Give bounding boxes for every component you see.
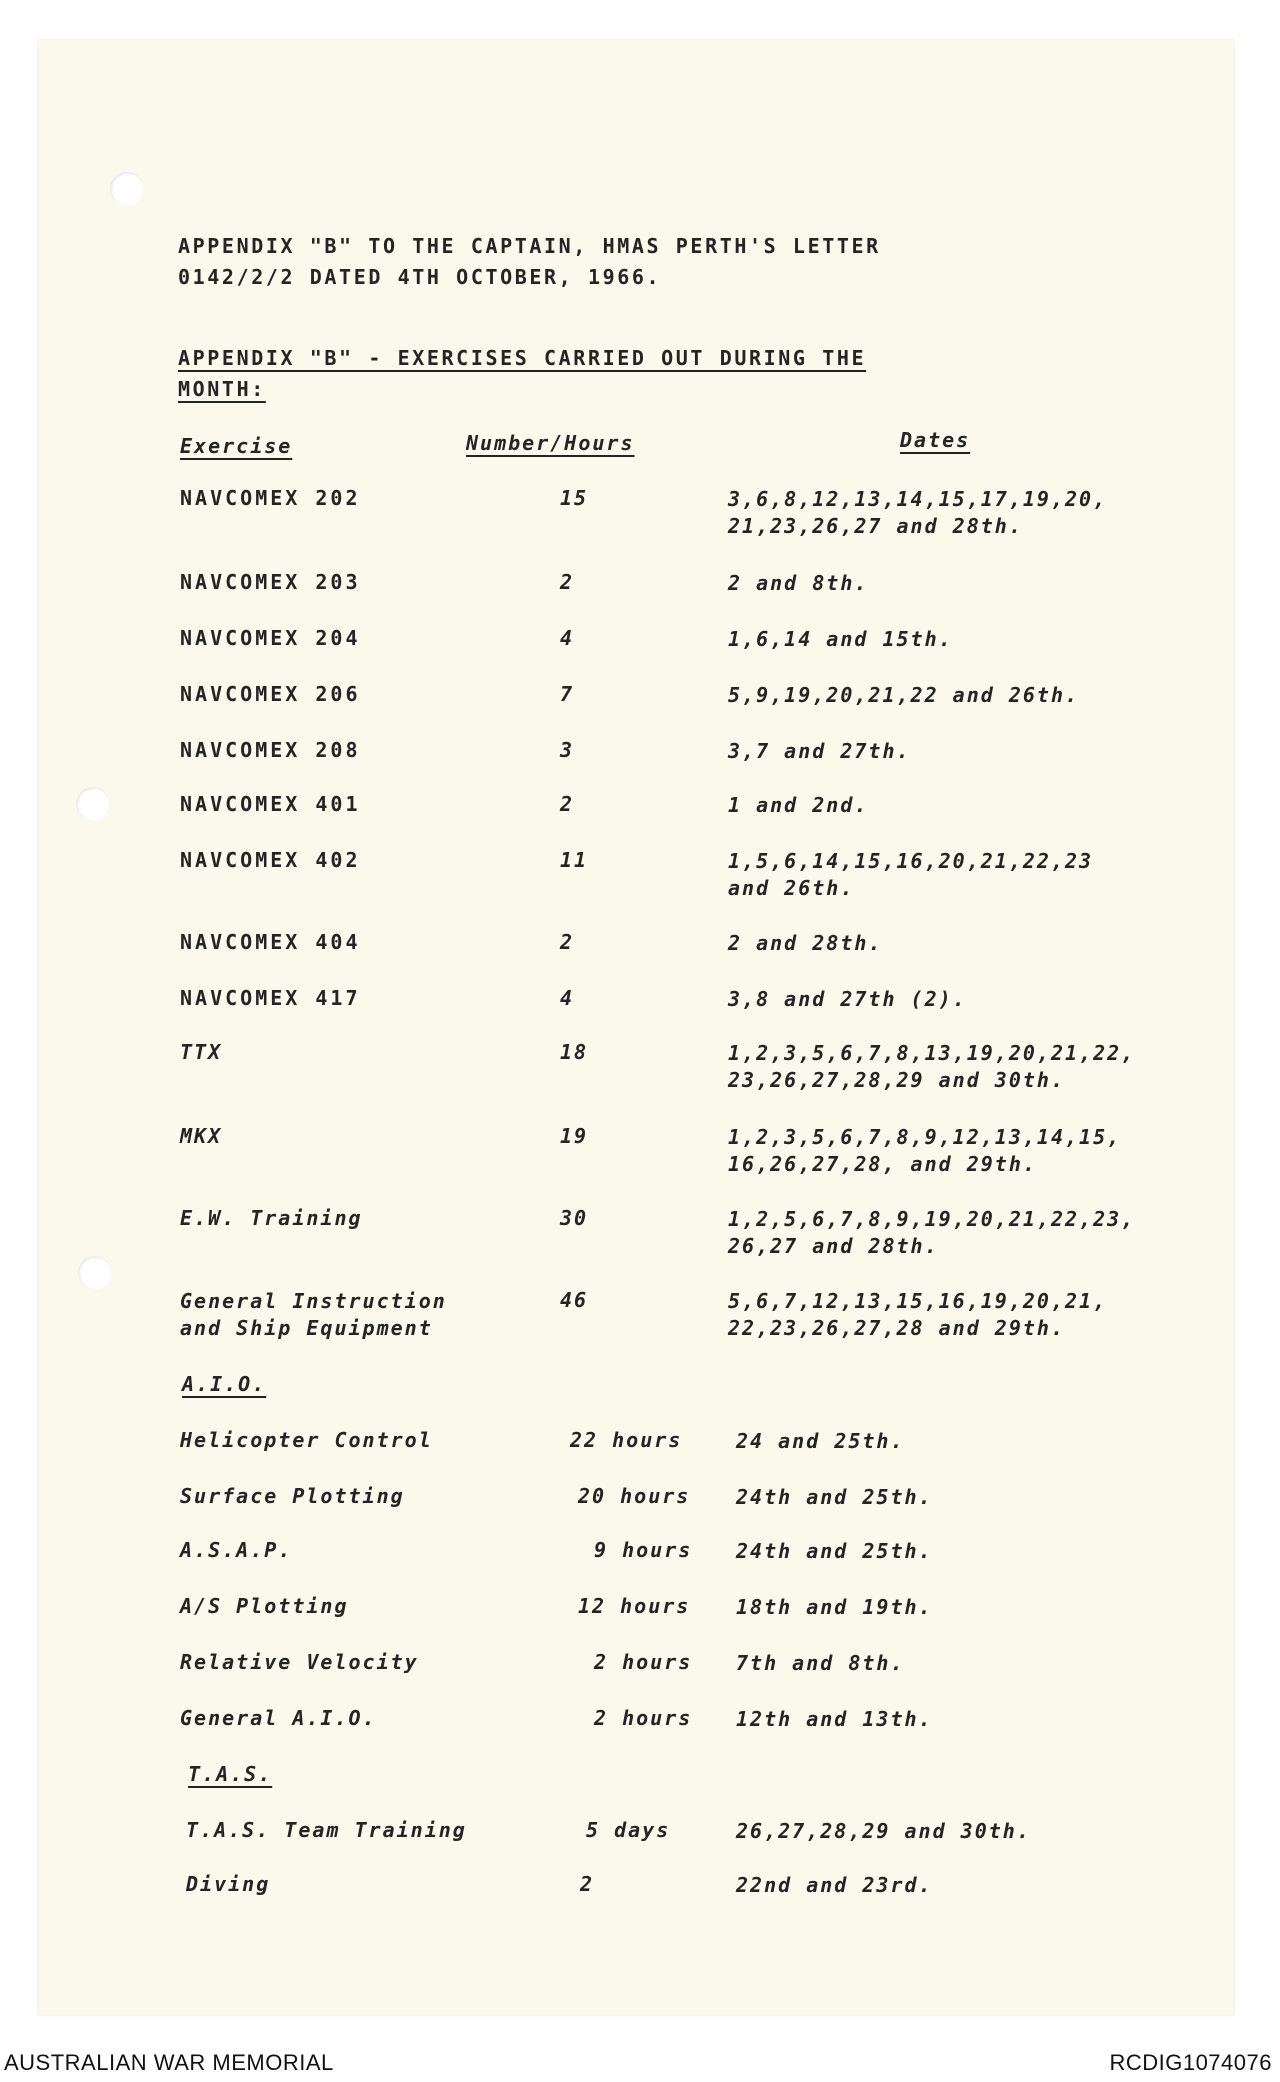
exercise-hours: 2 [560, 570, 575, 594]
exercise-name: NAVCOMEX 206 [180, 682, 361, 706]
exercise-dates: 1,2,3,5,6,7,8,9,12,13,14,15, 16,26,27,28, and 29th. [728, 1125, 1122, 1176]
exercise-hours: 15 [560, 486, 589, 510]
column-heading-exercise: Exercise [180, 434, 293, 458]
exercise-name: NAVCOMEX 208 [180, 738, 361, 762]
exercise-row [0, 986, 1280, 1046]
exercise-name: NAVCOMEX 402 [180, 848, 361, 872]
aio-row [0, 1484, 1280, 1544]
aio-dates: 18th and 19th. [736, 1595, 933, 1619]
section-heading-tas: T.A.S. [188, 1762, 273, 1786]
exercise-row [0, 570, 1280, 630]
tas-hours: 2 [580, 1872, 595, 1896]
aio-dates: 7th and 8th. [736, 1651, 905, 1675]
exercise-dates: 3,7 and 27th. [728, 739, 911, 763]
footer-archive-name: AUSTRALIAN WAR MEMORIAL [4, 2050, 334, 2075]
aio-row [0, 1594, 1280, 1654]
exercise-name: MKX [180, 1124, 223, 1148]
aio-hours: 20 hours [578, 1484, 691, 1508]
exercise-name: NAVCOMEX 417 [180, 986, 361, 1010]
aio-name: General A.I.O. [180, 1706, 377, 1730]
exercise-hours: 7 [560, 682, 575, 706]
column-heading-hours: Number/Hours [466, 431, 635, 455]
exercise-dates: 5,9,19,20,21,22 and 26th. [728, 683, 1080, 707]
exercise-dates: 5,6,7,12,13,15,16,19,20,21, 22,23,26,27,28 and 29th. [728, 1289, 1108, 1340]
title-line-1: APPENDIX "B" - EXERCISES CARRIED OUT DURING THE [178, 346, 867, 370]
aio-hours: 2 hours [594, 1706, 693, 1730]
exercise-dates: 3,8 and 27th (2). [728, 987, 967, 1011]
section-heading-aio: A.I.O. [182, 1372, 267, 1396]
exercise-dates: 1,2,3,5,6,7,8,13,19,20,21,22, 23,26,27,28,29 and 30th. [728, 1041, 1136, 1092]
title-line-2: MONTH: [178, 377, 266, 401]
aio-name: A.S.A.P. [180, 1538, 293, 1562]
footer-record-id: RCDIG1074076 [1109, 2050, 1272, 2075]
aio-row [0, 1428, 1280, 1488]
tas-dates: 26,27,28,29 and 30th. [736, 1819, 1031, 1843]
exercise-name: General Instruction and Ship Equipment [180, 1289, 447, 1340]
aio-hours: 2 hours [594, 1650, 693, 1674]
exercise-hours: 30 [560, 1206, 589, 1230]
exercise-name: NAVCOMEX 204 [180, 626, 361, 650]
exercise-row [0, 738, 1280, 798]
tas-name: Diving [186, 1872, 271, 1896]
exercise-name: E.W. Training [180, 1206, 363, 1230]
exercise-dates: 3,6,8,12,13,14,15,17,19,20, 21,23,26,27 and 28th. [728, 487, 1108, 538]
exercise-row [0, 1040, 1280, 1100]
aio-name: Helicopter Control [180, 1428, 433, 1452]
exercise-hours: 3 [560, 738, 575, 762]
tas-row [0, 1872, 1280, 1932]
aio-hours: 9 hours [594, 1538, 693, 1562]
exercise-hours: 2 [560, 792, 575, 816]
aio-name: A/S Plotting [180, 1594, 349, 1618]
exercise-dates: 2 and 8th. [728, 571, 869, 595]
header-line-1: APPENDIX "B" TO THE CAPTAIN, HMAS PERTH'S LETTER [178, 234, 881, 258]
aio-dates: 24th and 25th. [736, 1539, 933, 1563]
exercise-row [0, 1288, 1280, 1348]
aio-row [0, 1538, 1280, 1598]
aio-dates: 12th and 13th. [736, 1707, 933, 1731]
aio-name: Relative Velocity [180, 1650, 419, 1674]
exercise-dates: 1,5,6,14,15,16,20,21,22,23 and 26th. [728, 849, 1094, 900]
aio-row [0, 1706, 1280, 1766]
exercise-row [0, 792, 1280, 852]
exercise-name: NAVCOMEX 203 [180, 570, 361, 594]
tas-row [0, 1818, 1280, 1878]
header-line-2: 0142/2/2 DATED 4TH OCTOBER, 1966. [178, 265, 662, 289]
exercise-name: NAVCOMEX 404 [180, 930, 361, 954]
exercise-row [0, 930, 1280, 990]
exercise-row [0, 486, 1280, 546]
tas-name: T.A.S. Team Training [186, 1818, 467, 1842]
exercise-hours: 11 [560, 848, 589, 872]
aio-hours: 12 hours [578, 1594, 691, 1618]
exercise-row [0, 1206, 1280, 1266]
exercise-dates: 2 and 28th. [728, 931, 883, 955]
aio-dates: 24 and 25th. [736, 1429, 905, 1453]
exercise-dates: 1,2,5,6,7,8,9,19,20,21,22,23, 26,27 and 28th. [728, 1207, 1136, 1258]
exercise-row [0, 682, 1280, 742]
tas-hours: 5 days [586, 1818, 671, 1842]
exercise-hours: 4 [560, 986, 575, 1010]
aio-hours: 22 hours [570, 1428, 683, 1452]
exercise-dates: 1 and 2nd. [728, 793, 869, 817]
exercise-hours: 4 [560, 626, 575, 650]
exercise-hours: 46 [560, 1288, 589, 1312]
exercise-hours: 2 [560, 930, 575, 954]
exercise-name: NAVCOMEX 202 [180, 486, 361, 510]
exercise-row [0, 848, 1280, 908]
punch-hole-top [110, 172, 144, 206]
exercise-row [0, 626, 1280, 686]
exercise-name: NAVCOMEX 401 [180, 792, 361, 816]
aio-row [0, 1650, 1280, 1710]
exercise-hours: 19 [560, 1124, 589, 1148]
exercise-hours: 18 [560, 1040, 589, 1064]
tas-dates: 22nd and 23rd. [736, 1873, 933, 1897]
exercise-name: TTX [180, 1040, 223, 1064]
exercise-row [0, 1124, 1280, 1184]
exercise-dates: 1,6,14 and 15th. [728, 627, 953, 651]
aio-dates: 24th and 25th. [736, 1485, 933, 1509]
aio-name: Surface Plotting [180, 1484, 405, 1508]
column-heading-dates: Dates [900, 428, 971, 452]
